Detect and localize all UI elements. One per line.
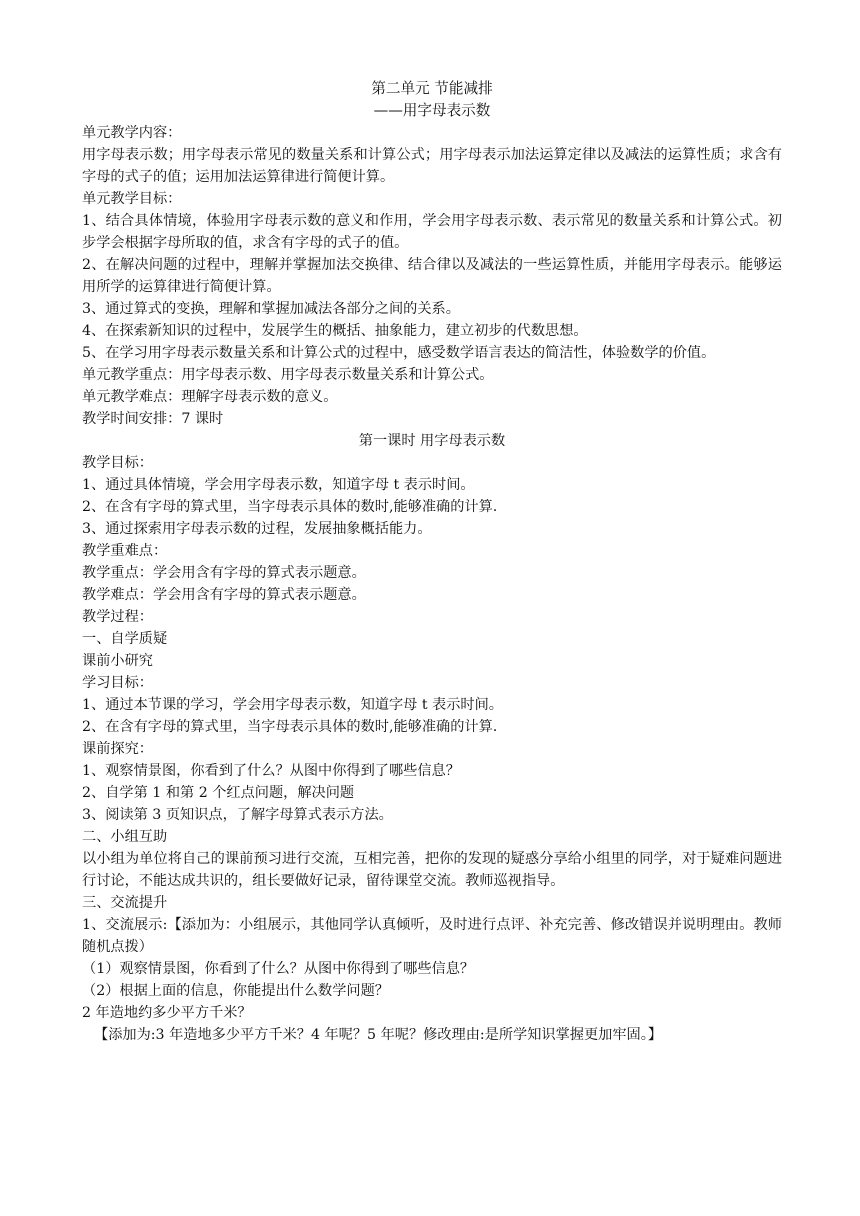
unit-title: 第二单元 节能减排 (371, 80, 493, 97)
unit-content-text: 用字母表示数；用字母表示常见的数量关系和计算公式；用字母表示加法运算定律以及减法的运算性质；求含有字母的式子的值；运用加法运算律进行简便计算。 (82, 147, 782, 185)
section-heading: 一、自学质疑 (82, 631, 168, 647)
section-heading: 三、交流提升 (82, 895, 168, 911)
explore-item: 2、自学第 1 和第 2 个红点问题，解决问题 (82, 785, 355, 801)
study-goal-item: 1、通过本节课的学习，学会用字母表示数，知道字母 t 表示时间。 (82, 697, 503, 713)
process-heading: 教学过程： (82, 609, 153, 625)
unit-time: 教学时间安排：7 课时 (82, 411, 224, 427)
unit-content-heading: 单元教学内容： (82, 125, 182, 141)
unit-goal-item: 4、在探索新知识的过程中，发展学生的概括、抽象能力，建立初步的代数思想。 (82, 323, 588, 339)
question-item: （2）根据上面的信息，你能提出什么数学问题？ (82, 983, 389, 999)
unit-goal-item: 1、结合具体情境，体验用字母表示数的意义和作用，学会用字母表示数、表示常见的数量关系和计算公式。初步学会根据字母所取的值，求含有字母的式子的值。 (82, 213, 782, 251)
study-goals-heading: 学习目标： (82, 675, 153, 691)
unit-goal-item: 5、在学习用字母表示数量关系和计算公式的过程中，感受数学语言表达的简洁性，体验数学的价值。 (82, 345, 716, 361)
unit-key-point: 单元教学重点：用字母表示数、用字母表示数量关系和计算公式。 (82, 367, 494, 383)
question-item: （1）观察情景图，你看到了什么？从图中你得到了哪些信息？ (82, 961, 475, 977)
unit-goals-heading: 单元教学目标： (82, 191, 182, 207)
addition-note: 【添加为:3 年造地多少平方千米？4 年呢？5 年呢？修改理由:是所学知识掌握更加牢固。】 (94, 1027, 663, 1043)
group-work-text: 以小组为单位将自己的课前预习进行交流，互相完善，把你的发现的疑惑分享给小组里的同学，对于疑难问题进行讨论，不能达成共识的，组长要做好记录，留待课堂交流。教师巡视指导。 (82, 851, 782, 889)
lesson-difficulty: 教学难点：学会用含有字母的算式表示题意。 (82, 587, 366, 603)
lesson-goal-item: 3、通过探索用字母表示数的过程，发展抽象概括能力。 (82, 521, 432, 537)
lesson-goal-item: 1、通过具体情境，学会用字母表示数，知道字母 t 表示时间。 (82, 477, 475, 493)
unit-subtitle: ——用字母表示数 (373, 102, 491, 119)
unit-difficulty: 单元教学难点：理解字母表示数的意义。 (82, 389, 338, 405)
explore-item: 1、观察情景图，你看到了什么？从图中你得到了哪些信息？ (82, 763, 460, 779)
lesson-title: 第一课时 用字母表示数 (358, 433, 506, 449)
question-item: 2 年造地约多少平方千米？ (82, 1005, 252, 1021)
lesson-goal-item: 2、在含有字母的算式里，当字母表示具体的数时,能够准确的计算. (82, 499, 498, 515)
document-page (82, 78, 782, 1046)
explore-item: 3、阅读第 3 页知识点，了解字母算式表示方法。 (82, 807, 393, 823)
lesson-goals-heading: 教学目标： (82, 455, 153, 471)
section-heading: 二、小组互助 (82, 829, 168, 845)
key-difficult-heading: 教学重难点： (82, 543, 168, 559)
unit-goal-item: 2、在解决问题的过程中，理解并掌握加法交换律、结合律以及减法的一些运算性质，并能用字母表示。能够运用所学的运算律进行简便计算。 (82, 257, 782, 295)
explore-heading: 课前探究： (82, 741, 153, 757)
study-goal-item: 2、在含有字母的算式里，当字母表示具体的数时,能够准确的计算. (82, 719, 498, 735)
pre-study-heading: 课前小研究 (82, 653, 153, 669)
unit-goal-item: 3、通过算式的变换，理解和掌握加减法各部分之间的关系。 (82, 301, 460, 317)
exchange-text: 1、交流展示:【添加为：小组展示，其他同学认真倾听，及时进行点评、补充完善、修改错误并说明理由。教师随机点拨） (82, 917, 782, 955)
lesson-key-point: 教学重点：学会用含有字母的算式表示题意。 (82, 565, 366, 581)
